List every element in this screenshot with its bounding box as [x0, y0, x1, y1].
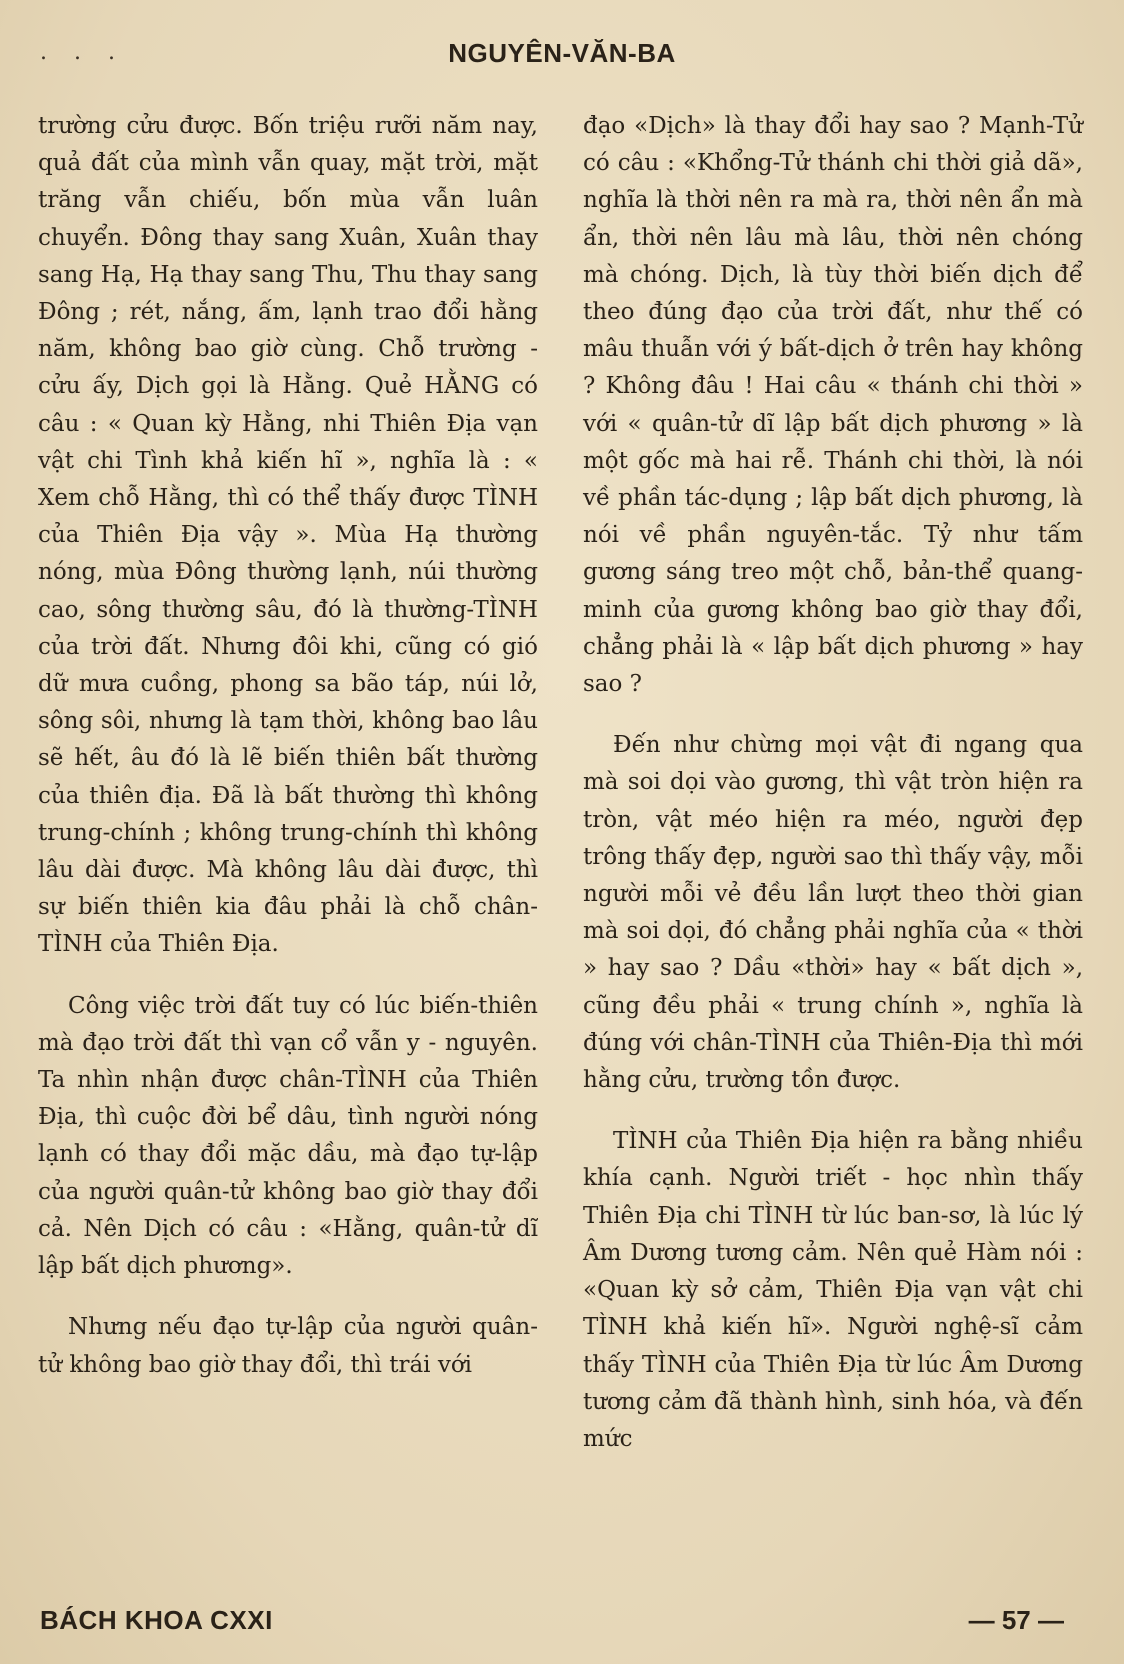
right-paragraph-1: đạo «Dịch» là thay đổi hay sao ? Mạnh-Tử có câu : «Khổng-Tử thánh chi thời giả dã», nghĩa là thời nên ra mà ra, thời nên ẩn mà ẩn, thời nên lâu mà lâu, thời nên chóng mà chóng. Dịch, là tùy thời biến dịch để theo đúng đạo của trời đất, như thế có mâu thuẫn với ý bất-dịch ở trên hay không ? Không đâu ! Hai câu « thánh chi thời » với « quân-tử dĩ lập bất dịch phương » là một gốc mà hai rễ. Thánh chi thời, là nói về phần tác-dụng ; lập bất dịch phương, là nói về phần nguyên-tắc. Tỷ như tấm gương sáng treo một chỗ, bản-thể quang-minh của gương không bao giờ thay đổi, chẳng phải là « lập bất dịch phương » hay sao ?: [583, 113, 1083, 698]
left-paragraph-1: trường cửu được. Bốn triệu rưỡi năm nay, quả đất của mình vẫn quay, mặt trời, mặt trăng vẫn chiếu, bốn mùa vẫn luân chuyển. Đông thay sang Xuân, Xuân thay sang Hạ, Hạ thay sang Thu, Thu thay sang Đông ; rét, nắng, ấm, lạnh trao đổi hằng năm, không bao giờ cùng. Chỗ trường - cửu ấy, Dịch gọi là Hằng. Quẻ HẰNG có câu : « Quan kỳ Hằng, nhi Thiên Địa vạn vật chi Tình khả kiến hĩ », nghĩa là : « Xem chỗ Hằng, thì có thể thấy được TÌNH của Thiên Địa vậy ». Mùa Hạ thường nóng, mùa Đông thường lạnh, núi thường cao, sông thường sâu, đó là thường-TÌNH của trời đất. Nhưng đôi khi, cũng có gió dữ mưa cuồng, phong sa bão táp, núi lở, sông sôi, nhưng là tạm thời, không bao lâu sẽ hết, âu đó là lẽ biến thiên bất thường của thiên địa. Đã là bất thường thì không trung-chính ; không trung-chính thì không lâu dài được. Mà không lâu dài được, thì sự biến thiên kia đâu phải là chỗ chân-TÌNH của Thiên Địa.: [38, 113, 538, 958]
left-paragraph-3: Nhưng nếu đạo tự-lập của người quân-tử không bao giờ thay đổi, thì trái với: [38, 1314, 538, 1378]
left-column: [38, 108, 538, 1408]
right-column: [583, 108, 1083, 1482]
publication-name: BÁCH KHOA CXXI: [40, 1605, 273, 1635]
page-number: — 57 —: [968, 1605, 1064, 1635]
left-paragraph-2: Công việc trời đất tuy có lúc biến-thiên mà đạo trời đất thì vạn cổ vẫn y - nguyên. Ta nhìn nhận được chân-TÌNH của Thiên Địa, thì cuộc đời bể dâu, tình người nóng lạnh có thay đổi mặc dầu, mà đạo tự-lập của người quân-tử không bao giờ thay đổi cả. Nên Dịch có câu : «Hằng, quân-tử dĩ lập bất dịch phương».: [38, 992, 538, 1280]
right-paragraph-3: TÌNH của Thiên Địa hiện ra bằng nhiều khía cạnh. Người triết - học nhìn thấy Thiên Địa chi TÌNH từ lúc ban-sơ, là lúc lý Âm Dương tương cảm. Nên quẻ Hàm nói : «Quan kỳ sở cảm, Thiên Địa vạn vật chi TÌNH khả kiến hĩ». Người nghệ-sĩ cảm thấy TÌNH của Thiên Địa từ lúc Âm Dương tương cảm đã thành hình, sinh hóa, và đến mức: [583, 1128, 1083, 1452]
header-mark: . . .: [40, 40, 125, 65]
running-title: NGUYÊN-VĂN-BA: [448, 38, 676, 68]
right-paragraph-2: Đến như chừng mọi vật đi ngang qua mà soi dọi vào gương, thì vật tròn hiện ra tròn, vật méo hiện ra méo, người đẹp trông thấy đẹp, người sao thì thấy vậy, mỗi người mỗi vẻ đều lần lượt theo thời gian mà soi dọi, đó chẳng phải nghĩa của « thời » hay sao ? Dầu «thời» hay « bất dịch », cũng đều phải « trung chính », nghĩa là đúng với chân-TÌNH của Thiên-Địa thì mới hằng cửu, trường tồn được.: [583, 732, 1083, 1094]
